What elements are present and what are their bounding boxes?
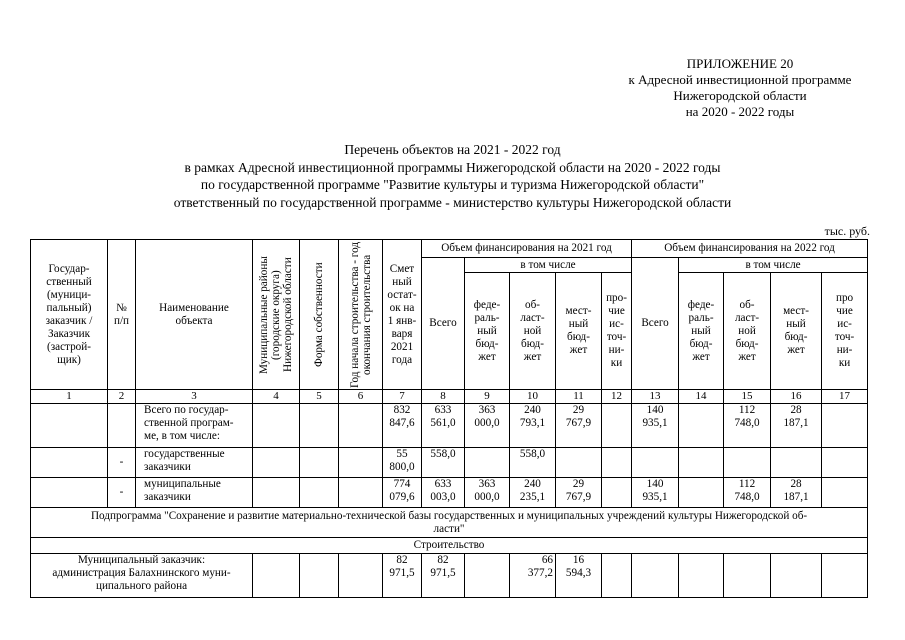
header-customer: Государ- ственный (муници- пальный) заказчик / Заказчик (застрой- щик) [31,240,108,390]
header-fin-2022: Объем финансирования на 2022 год [632,240,868,258]
units-label: тыс. руб. [824,224,870,238]
table-cell: 363 000,0 [465,478,510,508]
table-cell [31,404,108,448]
table-cell [465,448,510,478]
table-cell [339,554,383,598]
column-number: 5 [300,390,339,404]
header-local-2021: мест- ный бюд- жет [556,273,602,390]
header-including-2022: в том числе [679,258,868,273]
header-regional-2021: об- ласт- ной бюд- жет [510,273,556,390]
table-cell: 240 793,1 [510,404,556,448]
table-cell [556,448,602,478]
table-cell: 66 377,2 [510,554,556,598]
table-cell: 240 235,1 [510,478,556,508]
table-cell [339,478,383,508]
title-line: ответственный по государственной программе - министерство культуры Нижегородской области [173,194,732,210]
table-cell: 633 561,0 [422,404,465,448]
table-cell: - [108,448,136,478]
table-cell [108,404,136,448]
table-cell [339,404,383,448]
column-number: 14 [679,390,724,404]
table-cell [300,404,339,448]
table-cell: 558,0 [510,448,556,478]
column-number: 12 [602,390,632,404]
header-other-2021: про- чие ис- точ- ни- ки [602,273,632,390]
column-number: 7 [383,390,422,404]
table-cell [253,404,300,448]
table-cell: 28 187,1 [771,404,822,448]
column-number: 6 [339,390,383,404]
header-balance: Смет ный остат- ок на 1 янв- варя 2021 года [383,240,422,390]
column-number: 15 [724,390,771,404]
appendix-header [560,56,905,120]
table-cell [724,448,771,478]
table-cell [253,554,300,598]
table-cell [771,448,822,478]
table-row [31,448,868,478]
column-number: 11 [556,390,602,404]
table-cell: 363 000,0 [465,404,510,448]
table-cell: 16 594,3 [556,554,602,598]
header-total-2021: Всего [422,258,465,390]
appendix-line: к Адресной инвестиционной программе [628,72,852,87]
table-row [31,404,868,448]
header-name: Наименование объекта [136,240,253,390]
table-cell [602,554,632,598]
title-line: по государственной программе "Развитие культуры и туризма Нижегородской области" [200,177,705,192]
table-cell [679,404,724,448]
table-cell [602,404,632,448]
object-name-cell: государственные заказчики [136,448,253,478]
table-cell [31,478,108,508]
table-cell [822,554,868,598]
table-cell: 558,0 [422,448,465,478]
table-cell: 28 187,1 [771,478,822,508]
subprogram-row: Подпрограмма "Сохранение и развитие материально-технической базы государственных и муниципальных учреждений культуры Нижегородской об- ласти" [31,508,868,538]
table-cell [632,448,679,478]
header-district: Муниципальные районы (городские округа) Нижегородской области [253,240,300,390]
table-cell: - [108,478,136,508]
table-cell [679,554,724,598]
table-cell [602,448,632,478]
table-cell [465,554,510,598]
customer-row [31,554,868,598]
table-cell [679,448,724,478]
table-cell: 112 748,0 [724,478,771,508]
header-years: Год начала строительства - год окончания строительства [339,240,383,390]
table-cell [724,554,771,598]
column-number: 2 [108,390,136,404]
table-cell [300,554,339,598]
customer-name: Муниципальный заказчик: администрация Балахнинского муни- ципального района [31,554,253,598]
table-cell: 774 079,6 [383,478,422,508]
title-line: в рамках Адресной инвестиционной программы Нижегородской области на 2020 - 2022 годы [184,159,721,175]
header-federal-2021: феде- раль- ный бюд- жет [465,273,510,390]
appendix-title: ПРИЛОЖЕНИЕ 20 [686,56,794,71]
appendix-line: на 2020 - 2022 годы [685,104,795,119]
section-row: Строительство [31,538,868,554]
header-regional-2022: об- ласт- ной бюд- жет [724,273,771,390]
column-number: 17 [822,390,868,404]
header-total-2022: Всего [632,258,679,390]
table-cell: 633 003,0 [422,478,465,508]
objects-table [30,239,868,598]
table-cell: 140 935,1 [632,404,679,448]
header-including-2021: в том числе [465,258,632,273]
header-num: № п/п [108,240,136,390]
header-fin-2021: Объем финансирования на 2021 год [422,240,632,258]
header-local-2022: мест- ный бюд- жет [771,273,822,390]
table-cell [253,478,300,508]
table-cell: 112 748,0 [724,404,771,448]
header-ownership: Форма собственности [300,240,339,390]
table-cell [253,448,300,478]
table-cell [31,448,108,478]
table-cell [602,478,632,508]
table-cell: 140 935,1 [632,478,679,508]
table-row [31,478,868,508]
table-cell: 55 800,0 [383,448,422,478]
column-number: 4 [253,390,300,404]
table-cell [300,478,339,508]
title-line: Перечень объектов на 2021 - 2022 год [344,142,561,157]
table-cell [339,448,383,478]
table-cell [679,478,724,508]
table-cell [822,404,868,448]
table-cell [771,554,822,598]
table-cell [632,554,679,598]
column-number: 8 [422,390,465,404]
column-number: 10 [510,390,556,404]
document-title [0,141,905,211]
table-cell [300,448,339,478]
table-cell: 82 971,5 [383,554,422,598]
table-cell [822,448,868,478]
appendix-line: Нижегородской области [673,88,807,103]
header-federal-2022: феде- раль- ный бюд- жет [679,273,724,390]
table-cell [822,478,868,508]
column-number: 9 [465,390,510,404]
column-number: 13 [632,390,679,404]
column-number: 16 [771,390,822,404]
table-cell: 29 767,9 [556,478,602,508]
column-number: 1 [31,390,108,404]
column-numbers-row [31,390,868,404]
table-cell: 29 767,9 [556,404,602,448]
header-other-2022: про чие ис- точ- ни- ки [822,273,868,390]
object-name-cell: муниципальные заказчики [136,478,253,508]
object-name-cell: Всего по государ- ственной програм- ме, в том числе: [136,404,253,448]
table-cell: 82 971,5 [422,554,465,598]
column-number: 3 [136,390,253,404]
table-cell: 832 847,6 [383,404,422,448]
